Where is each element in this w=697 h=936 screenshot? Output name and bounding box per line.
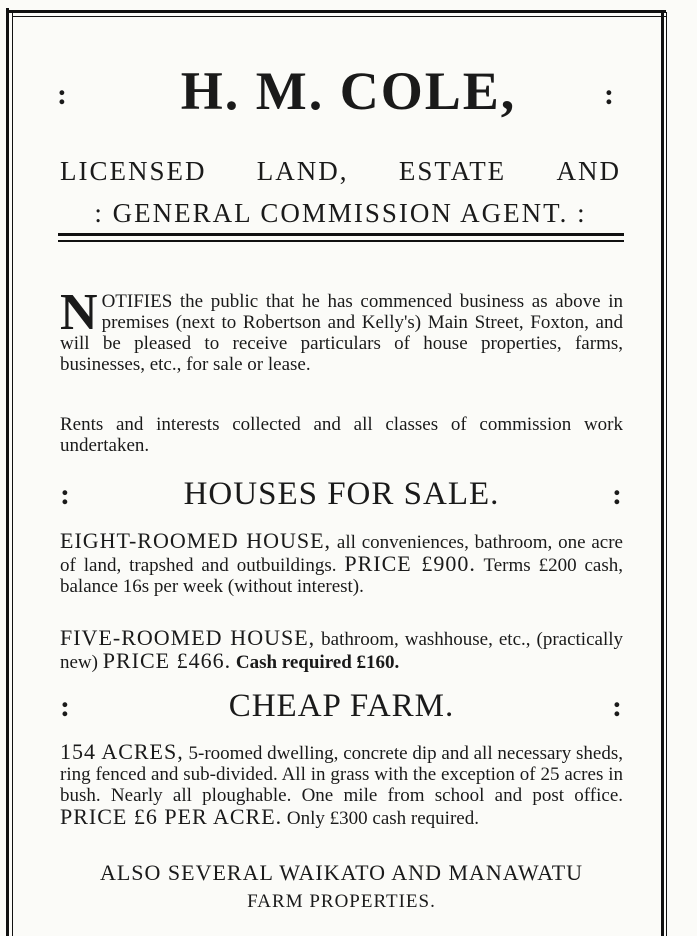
farm-heading: : CHEAP FARM. :	[60, 688, 623, 724]
also-line-2: FARM PROPERTIES.	[247, 891, 436, 912]
title-left-colon: :	[57, 78, 67, 111]
houses-left-colon: :	[60, 478, 71, 511]
header-rule-thick	[58, 233, 624, 236]
top-border-rule	[6, 10, 666, 13]
subtitle-word-2: LAND,	[256, 156, 349, 186]
subtitle-word-1: LICENSED	[60, 156, 207, 186]
header-rule-thin	[58, 240, 624, 242]
houses-heading: : HOUSES FOR SALE. :	[60, 476, 623, 512]
also-line-1: ALSO SEVERAL WAIKATO AND MANAWATU	[99, 860, 584, 885]
farm-left-colon: :	[60, 690, 71, 723]
farm-price: PRICE £6 PER ACRE.	[60, 804, 283, 829]
page-title: H. M. COLE,	[180, 61, 517, 121]
house-1-lead: EIGHT-ROOMED HOUSE,	[60, 528, 332, 553]
top-border-rule-inner	[12, 16, 666, 17]
house-2-price: PRICE £466.	[102, 648, 232, 673]
houses-right-colon: :	[612, 478, 623, 511]
house-2-terms: Cash required £160.	[231, 652, 400, 673]
subtitle-word-3: ESTATE	[398, 156, 507, 186]
intro-text: OTIFIES the public that he has commenced business as above in premises (next to Robertson and Kelly's) Main Street, Foxton, and will be pleased to receive particulars of house properties, farms, businesses, etc., for sale or lease.	[60, 291, 623, 375]
dropcap-letter: N	[60, 284, 98, 341]
house-listing-1	[60, 530, 623, 597]
house-2-lead: FIVE-ROOMED HOUSE,	[60, 625, 316, 650]
house-1-price: PRICE £900.	[344, 551, 476, 576]
subtitle-line-2: : GENERAL COMMISSION AGENT. :	[94, 198, 587, 228]
left-border-rule-inner	[12, 12, 13, 936]
intro-paragraph	[60, 284, 623, 375]
house-2-desc: bathroom, washhouse, etc., (practically new)	[60, 629, 624, 673]
title-right-colon: :	[604, 78, 614, 111]
farm-right-colon: :	[612, 690, 623, 723]
left-border-rule	[6, 8, 9, 936]
farm-lead: 154 ACRES,	[60, 739, 184, 764]
farm-terms: Only £300 cash required.	[282, 808, 479, 829]
house-1-terms: Terms £200 cash, balance 16s per week (without interest).	[60, 555, 623, 597]
rents-paragraph: Rents and interests collected and all classes of commission work undertaken.	[60, 414, 623, 456]
farm-desc: 5-roomed dwelling, concrete dip and all necessary sheds, ring fenced and sub-divided. All in grass with the exception of 25 acres in bush. Nearly all ploughable. One mile from school and post office.	[60, 743, 623, 806]
house-1-desc: all conveniences, bathroom, one acre of land, trapshed and outbuildings.	[60, 532, 623, 576]
right-border-rule	[661, 12, 664, 936]
subtitle-word-4: AND	[556, 156, 621, 186]
house-listing-2	[60, 627, 623, 673]
subtitle-line-1	[60, 158, 621, 185]
farm-listing	[60, 741, 623, 829]
right-border-rule-inner	[666, 12, 667, 936]
